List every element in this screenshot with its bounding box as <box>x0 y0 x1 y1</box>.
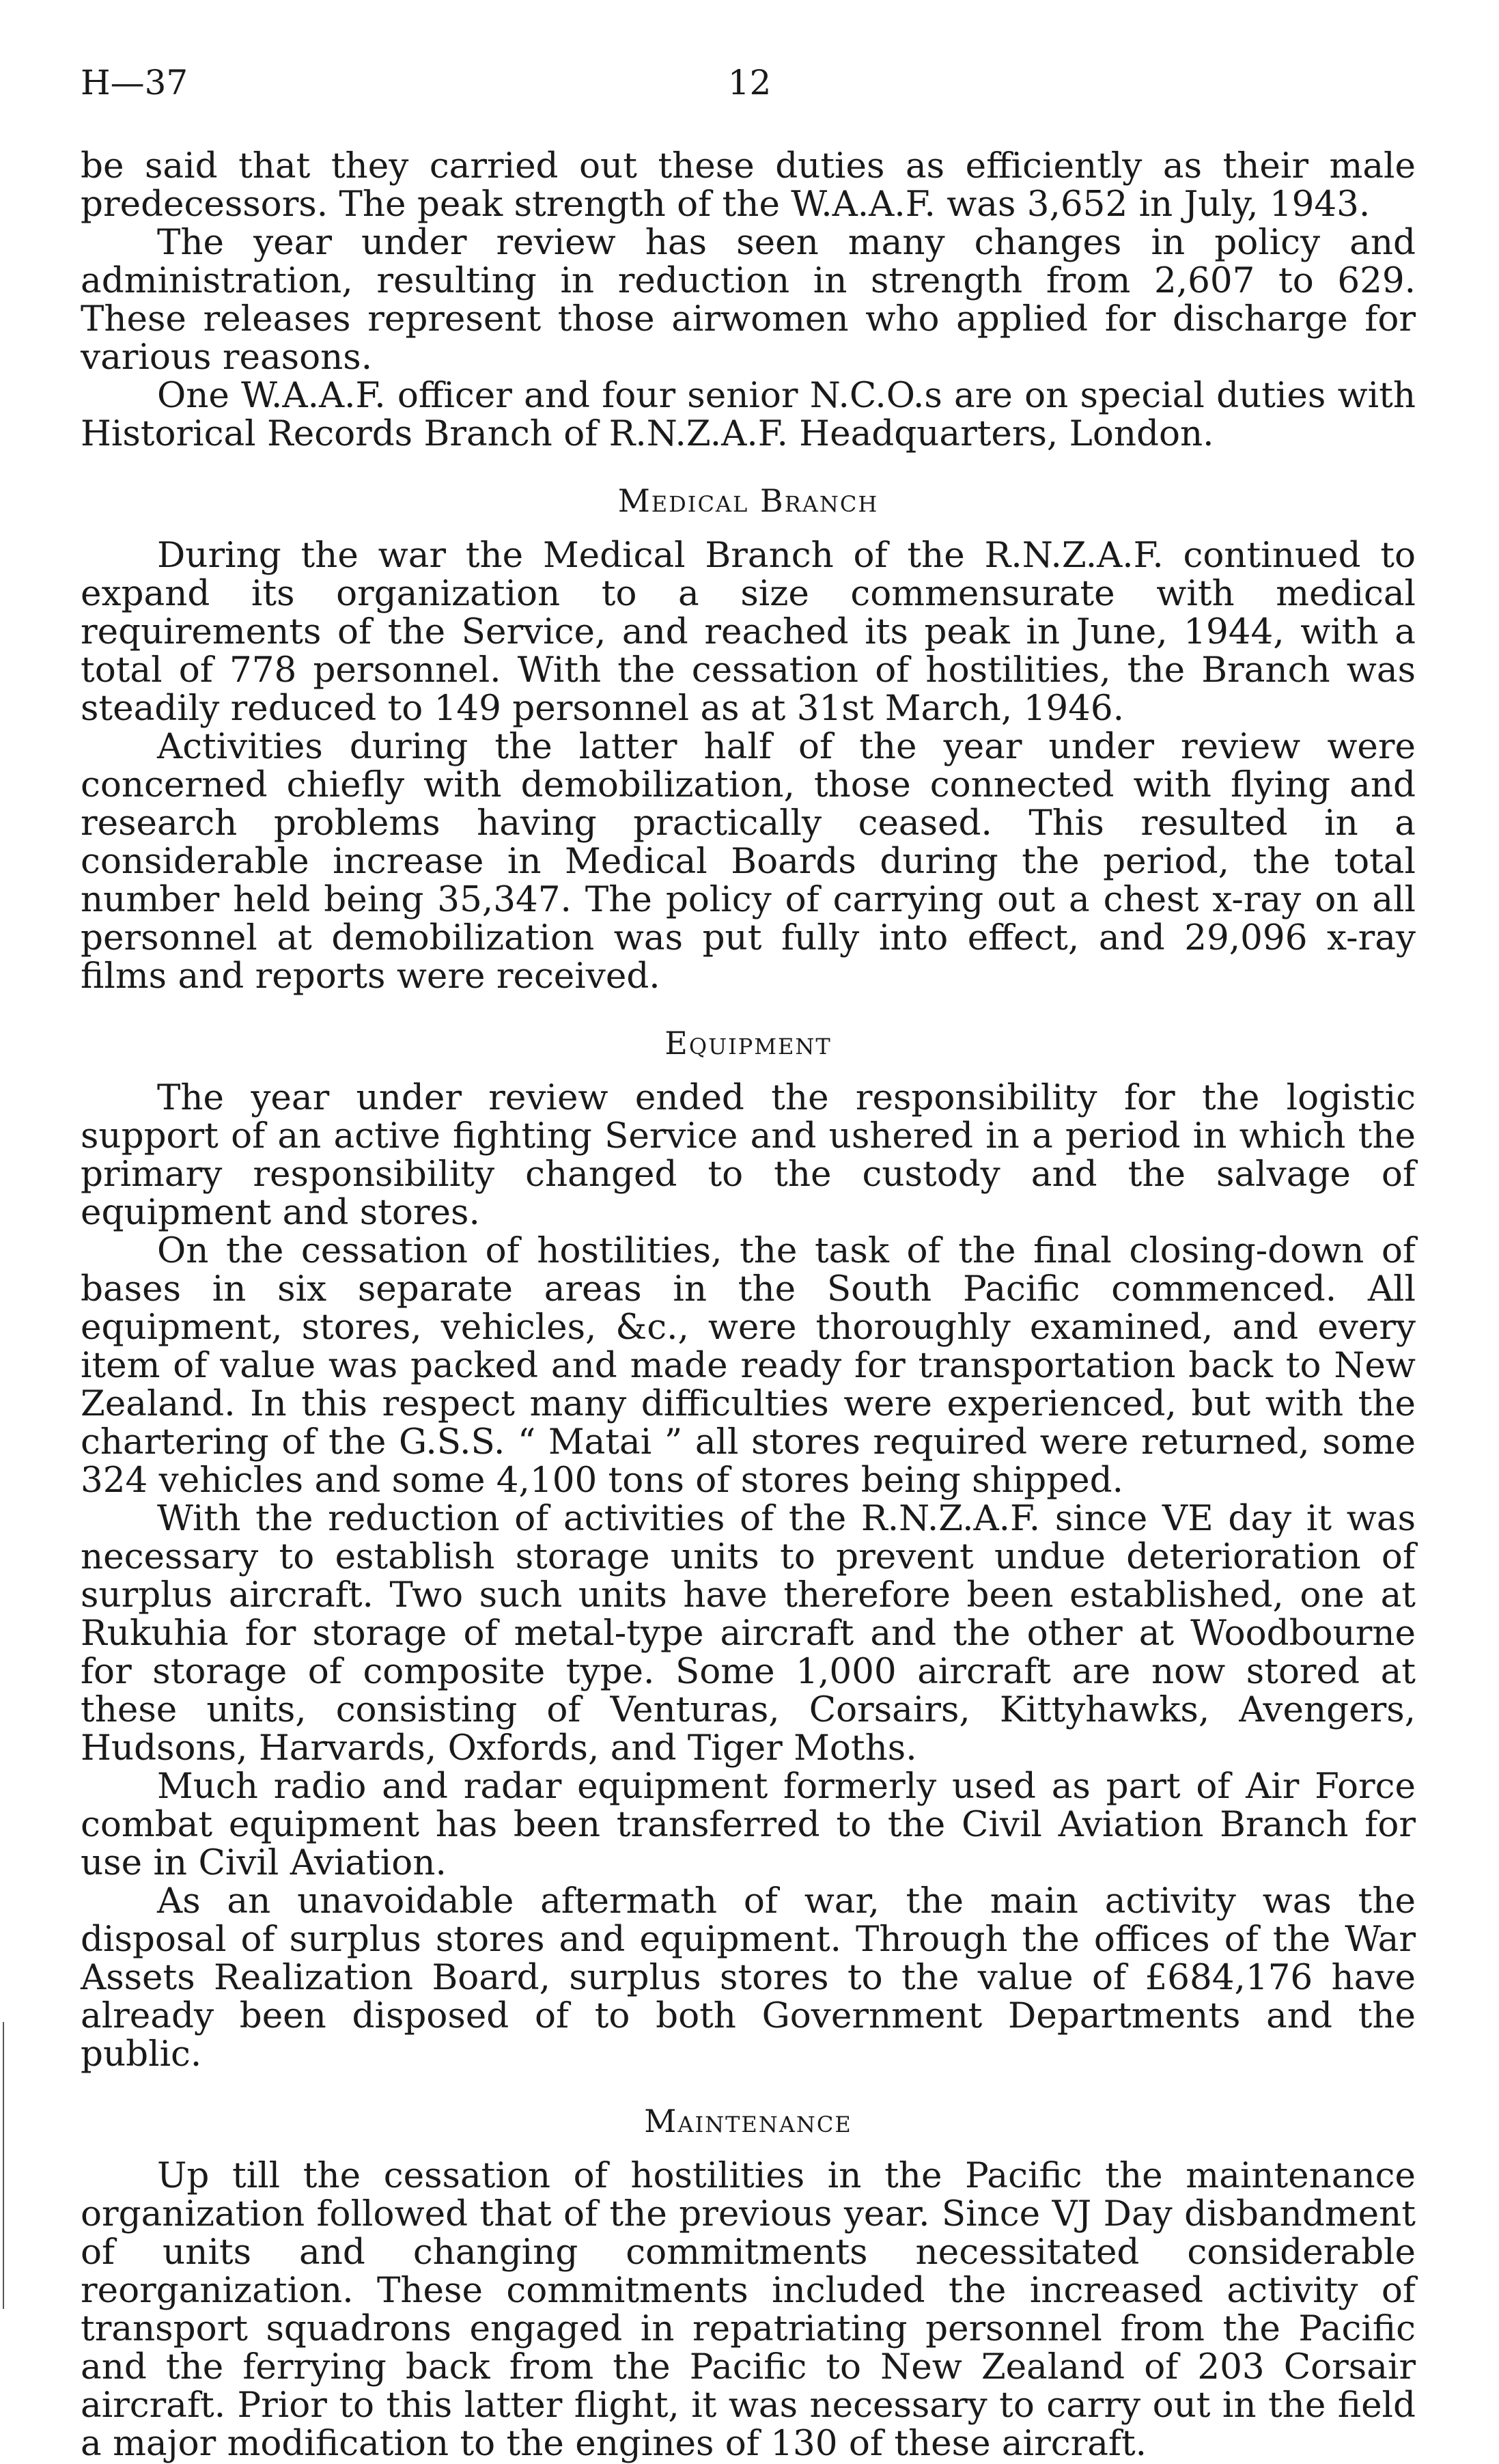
maintenance-section <box>81 2102 1416 2463</box>
paragraph: Much radio and radar equipment formerly used as part of Air Force combat equipment has been transferred to the Civil Aviation Branch for use in Civil Aviation. <box>81 1766 1416 1883</box>
paragraph: On the cessation of hostilities, the task of the final closing-down of bases in six separate areas in the South Pacific commenced. All equipment, stores, vehicles, &c., were thoroughly examined, and every item of value was packed and made ready for transportation back to New Zealand. In this respect many difficulties were experienced, but with the chartering of the G.S.S. “ Matai ” all stores required were returned, some 324 vehicles and some 4,100 tons of stores being shipped. <box>81 1230 1416 1501</box>
document-body <box>81 147 1416 2463</box>
paragraph: Activities during the latter half of the year under review were concerned chiefly with demobilization, those connected with flying and research problems having practically ceased. This resulted in a considerable increase in Medical Boards during the period, the total number held being 35,347. The policy of carrying out a chest x-ray on all personnel at demobilization was put fully into effect, and 29,096 x-ray films and reports were received. <box>81 726 1416 997</box>
page-header <box>81 63 1418 111</box>
paragraph: During the war the Medical Branch of the R.N.Z.A.F. continued to expand its organization to a size commensurate with medical requirements of the Service, and reached its peak in June, 1944, with a total of 778 personnel. With the cessation of hostilities, the Branch was steadily reduced to 149 personnel as at 31st March, 1946. <box>81 535 1416 729</box>
paragraph: As an unavoidable aftermath of war, the main activity was the disposal of surplus stores and equipment. Through the offices of the War Assets Realization Board, surplus stores to the value of £684,176 have already been disposed of to both Government Departments and the public. <box>81 1881 1416 2075</box>
page-number: 12 <box>727 63 772 102</box>
medical-branch-section <box>81 482 1416 995</box>
section-heading-maintenance: Maintenance <box>644 2103 852 2140</box>
equipment-section <box>81 1024 1416 2073</box>
waaf-section <box>81 147 1416 453</box>
paragraph: The year under review ended the responsibility for the logistic support of an active fighting Service and ushered in a period in which the primary responsibility changed to the custody and the salvage of equipment and stores. <box>81 1077 1416 1233</box>
scan-edge-mark <box>3 2022 4 2309</box>
document-code: H—37 <box>81 63 188 102</box>
paragraph: Up till the cessation of hostilities in the Pacific the maintenance organization followed that of the previous year. Since VJ Day disbandment of units and changing commitments necessitated considerable reorganization. These commitments included the increased activity of transport squadrons engaged in repatriating personnel from the Pacific and the ferrying back from the Pacific to New Zealand of 203 Corsair aircraft. Prior to this latter flight, it was necessary to carry out in the field a major modification to the engines of 130 of these aircraft. <box>81 2155 1416 2464</box>
section-heading-equipment: Equipment <box>664 1025 832 1062</box>
paragraph: The year under review has seen many changes in policy and administration, resulting in reduction in strength from 2,607 to 629. These releases represent those airwomen who applied for discharge for various reasons. <box>81 222 1416 378</box>
section-heading-medical-branch: Medical Branch <box>617 482 879 519</box>
paragraph: One W.A.A.F. officer and four senior N.C.O.s are on special duties with Historical Records Branch of R.N.Z.A.F. Headquarters, London. <box>81 375 1416 454</box>
paragraph: With the reduction of activities of the R.N.Z.A.F. since VE day it was necessary to establish storage units to prevent undue deterioration of surplus aircraft. Two such units have therefore been established, one at Rukuhia for storage of metal-type aircraft and the other at Woodbourne for storage of composite type. Some 1,000 aircraft are now stored at these units, consisting of Venturas, Corsairs, Kittyhawks, Avengers, Hudsons, Harvards, Oxfords, and Tiger Moths. <box>81 1498 1416 1769</box>
paragraph: be said that they carried out these duties as efficiently as their male predecessors. The peak strength of the W.A.A.F. was 3,652 in July, 1943. <box>81 146 1416 225</box>
